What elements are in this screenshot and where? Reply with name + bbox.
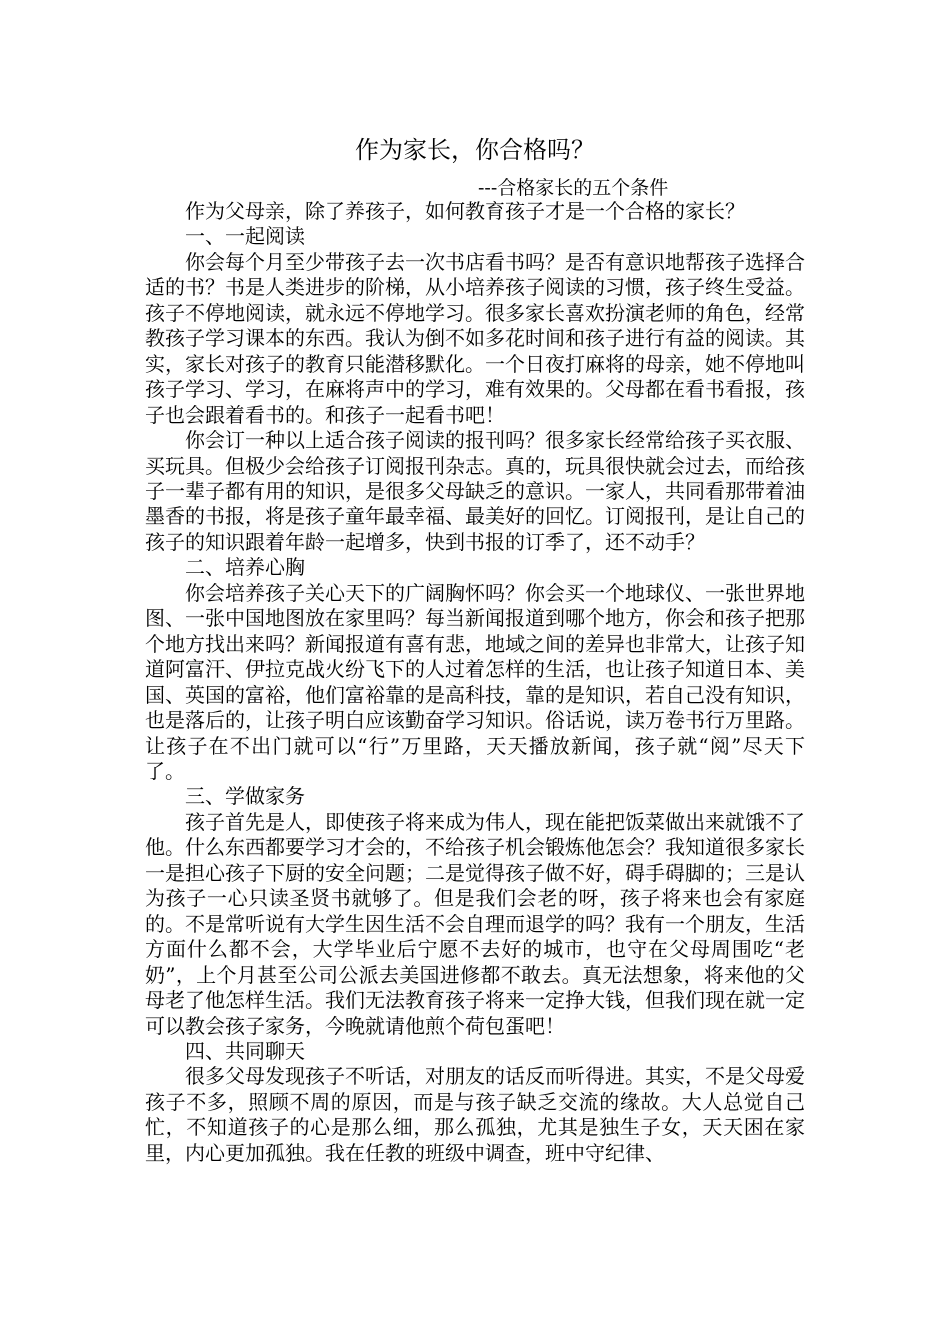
section-heading-reading: 一、一起阅读 [185,224,305,249]
section-heading-mind: 二、培养心胸 [185,555,305,580]
body-paragraph: 你会订一种以上适合孩子阅读的报刊吗？很多家长经常给孩子买衣服、买玩具。但极少会给孩子订阅报刊杂志。真的，玩具很快就会过去，而给孩子一辈子都有用的知识，是很多父母缺乏的意识。一家人，共同看那带着油墨香的书报，将是孩子童年最幸福、最美好的回忆。订阅报刊，是让自己的孩子的知识跟着年龄一起增多，快到书报的订季了，还不动手？ [145,428,805,554]
document-subtitle: ---合格家长的五个条件 [478,177,669,199]
section-heading-housework: 三、学做家务 [185,784,305,809]
section-heading-chat: 四、共同聊天 [185,1038,305,1063]
body-paragraph: 很多父母发现孩子不听话，对朋友的话反而听得进。其实，不是父母爱孩子不多，照顾不周的原因，而是与孩子缺乏交流的缘故。大人总觉自己忙，不知道孩子的心是那么细，那么孤独，尤其是独生子女，天天困在家里，内心更加孤独。我在任教的班级中调查，班中守纪律、 [145,1064,805,1165]
body-paragraph: 孩子首先是人，即使孩子将来成为伟人，现在能把饭菜做出来就饿不了他。什么东西都要学习才会的，不给孩子机会锻炼他怎会？我知道很多家长一是担心孩子下厨的安全问题；二是觉得孩子做不好，碍手碍脚的；三是认为孩子一心只读圣贤书就够了。但是我们会老的呀，孩子将来也会有家庭的。不是常听说有大学生因生活不会自理而退学的吗？我有一个朋友，生活方面什么都不会，大学毕业后宁愿不去好的城市，也守在父母周围吃“老奶”，上个月甚至公司公派去美国进修都不敢去。真无法想象，将来他的父母老了他怎样生活。我们无法教育孩子将来一定挣大钱，但我们现在就一定可以教会孩子家务，今晚就请他煎个荷包蛋吧！ [145,809,805,1038]
document-title: 作为家长，你合格吗？ [355,136,595,164]
body-paragraph: 你会每个月至少带孩子去一次书店看书吗？是否有意识地帮孩子选择合适的书？书是人类进步的阶梯，从小培养孩子阅读的习惯，孩子终生受益。孩子不停地阅读，就永远不停地学习。很多家长喜欢扮演老师的角色，经常教孩子学习课本的东西。我认为倒不如多花时间和孩子进行有益的阅读。其实，家长对孩子的教育只能潜移默化。一个日夜打麻将的母亲，她不停地叫孩子学习、学习，在麻将声中的学习，难有效果的。父母都在看书看报，孩子也会跟着看书的。和孩子一起看书吧！ [145,249,805,427]
document-body [145,199,805,1166]
intro-paragraph: 作为父母亲，除了养孩子，如何教育孩子才是一个合格的家长？ [185,199,745,223]
body-paragraph: 你会培养孩子关心天下的广阔胸怀吗？你会买一个地球仪、一张世界地图、一张中国地图放在家里吗？每当新闻报道到哪个地方，你会和孩子把那个地方找出来吗？新闻报道有喜有悲，地域之间的差异也非常大，让孩子知道阿富汗、伊拉克战火纷飞下的人过着怎样的生活，也让孩子知道日本、美国、英国的富裕，他们富裕靠的是高科技，靠的是知识，若自己没有知识，也是落后的，让孩子明白应该勤奋学习知识。俗话说，读万卷书行万里路。让孩子在不出门就可以“行”万里路，天天播放新闻，孩子就“阅”尽天下了。 [145,580,805,783]
